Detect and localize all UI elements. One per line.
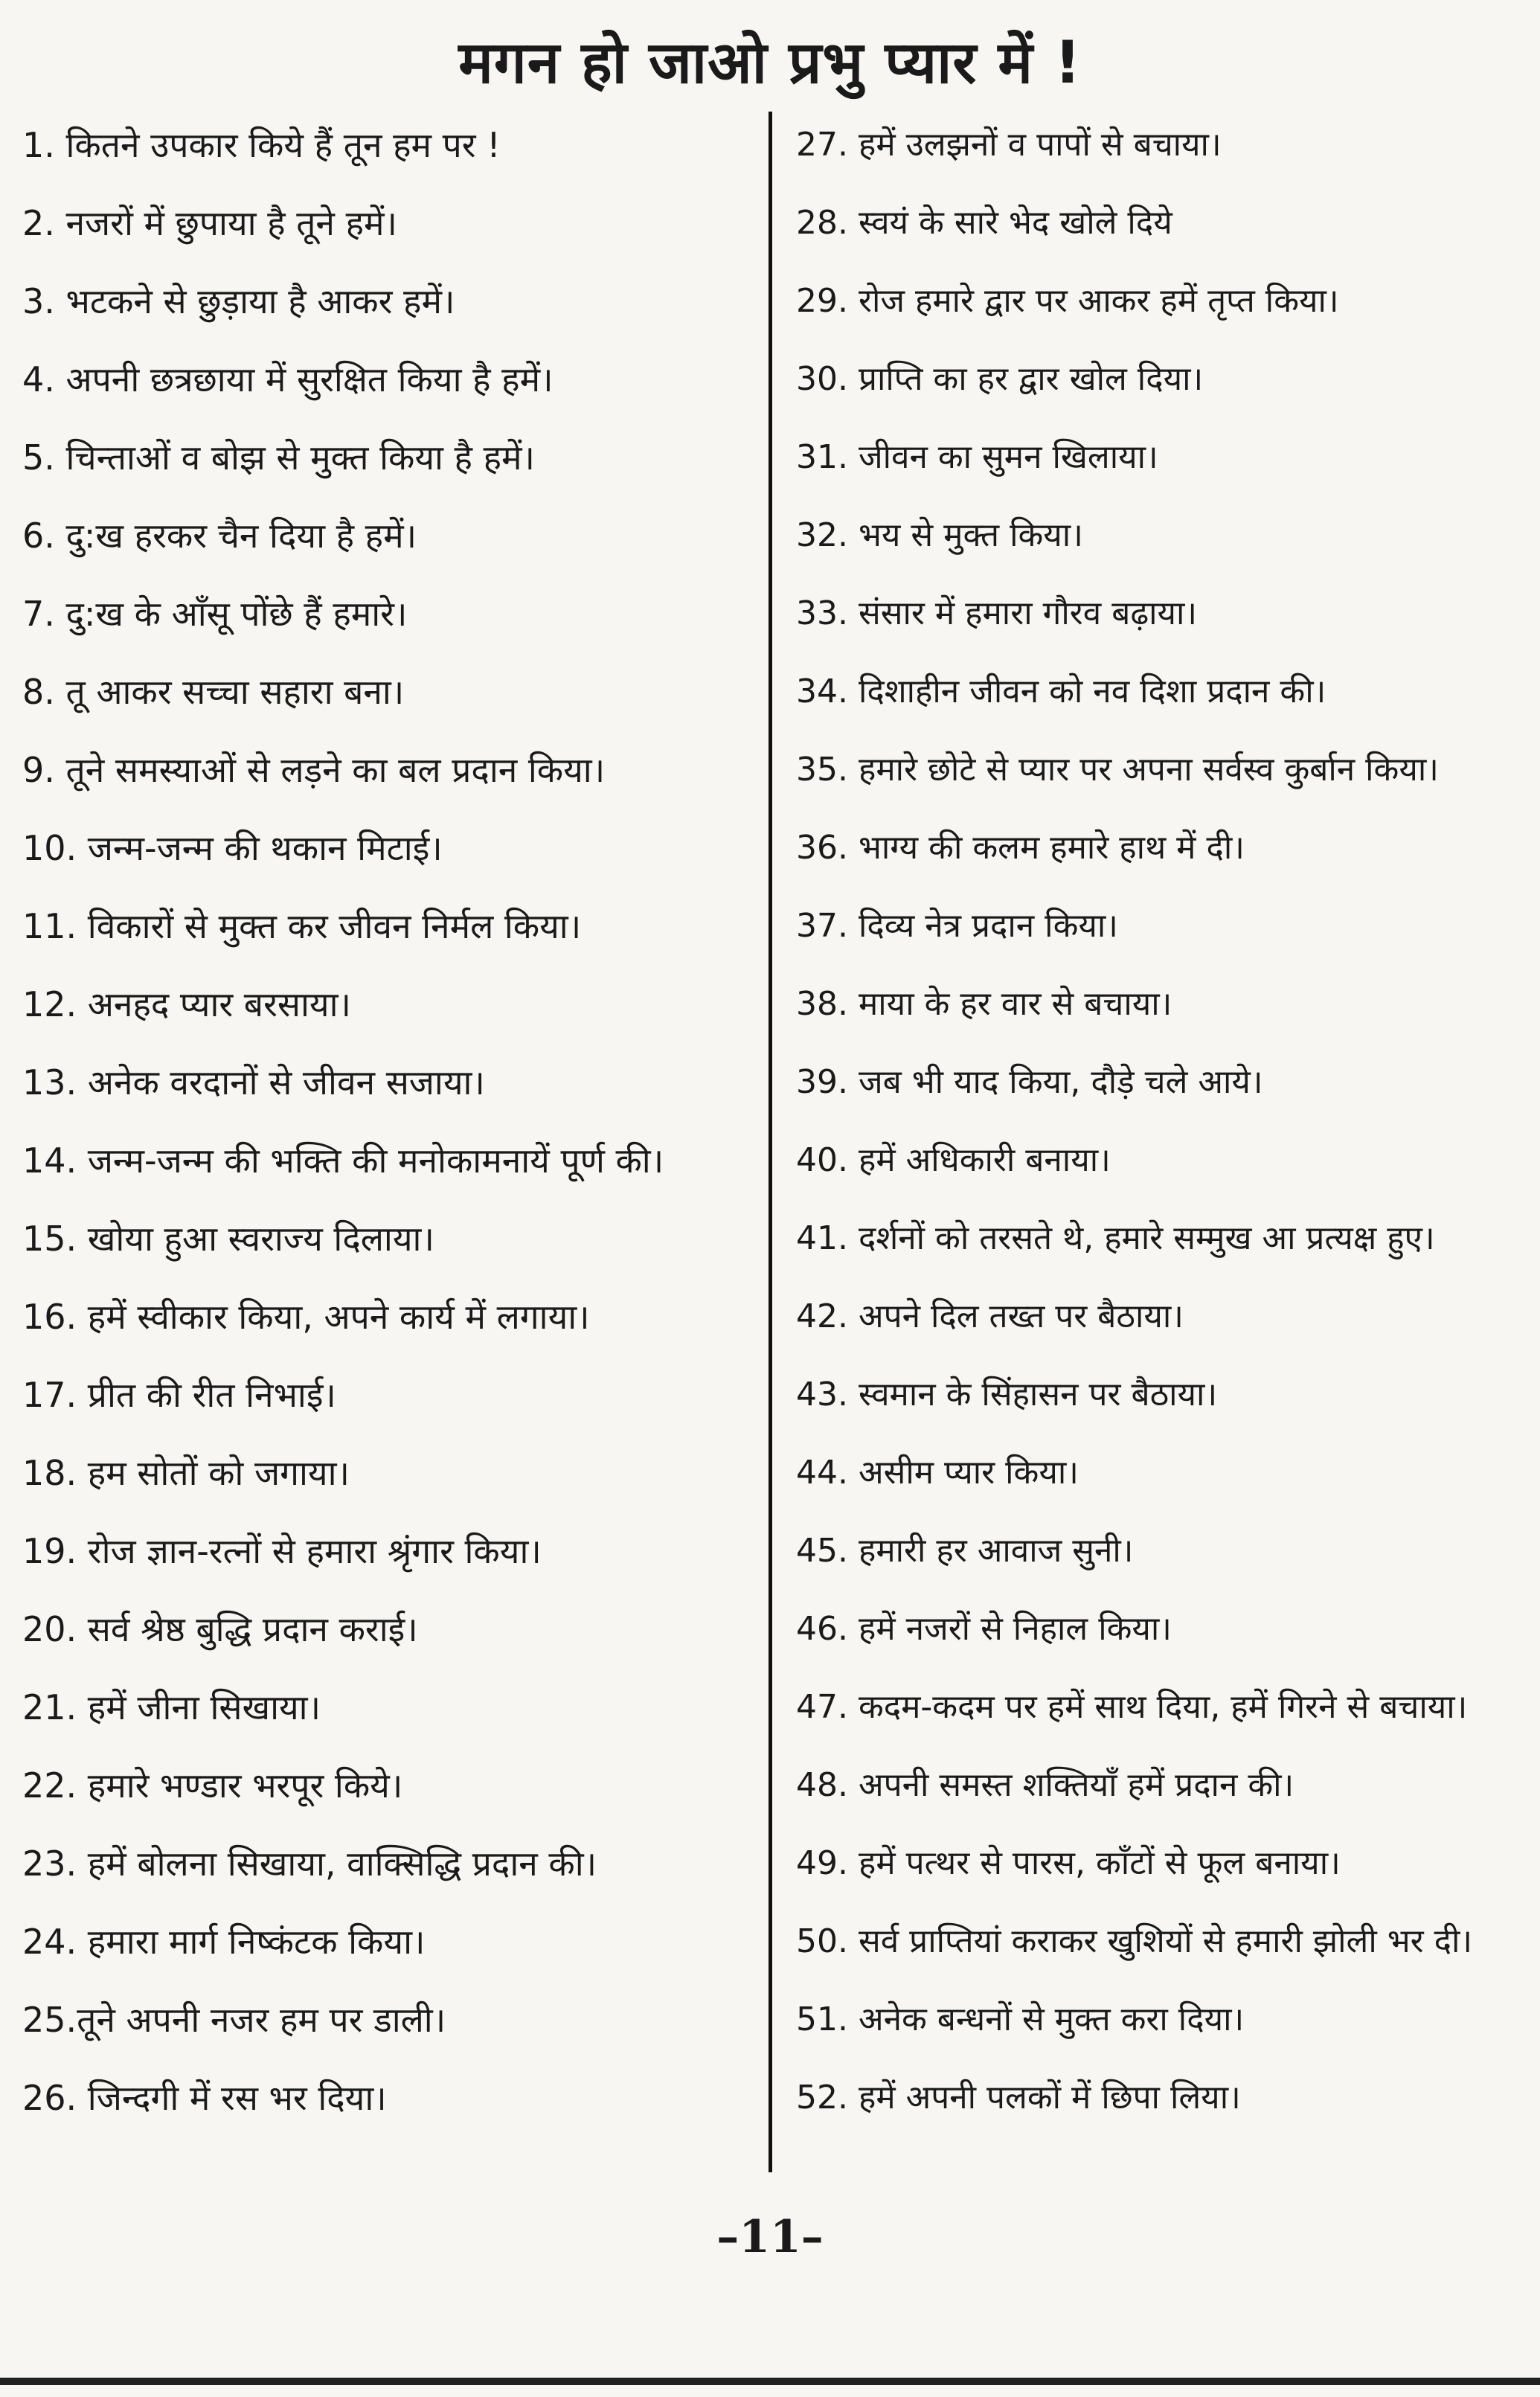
list-item: 29. रोज हमारे द्वार पर आकर हमें तृप्त किया।: [796, 282, 1339, 320]
list-item: 4. अपनी छत्रछाया में सुरक्षित किया है हमें।: [22, 359, 554, 400]
list-item: 13. अनेक वरदानों से जीवन सजाया।: [22, 1062, 485, 1103]
list-item: 20. सर्व श्रेष्ठ बुद्धि प्रदान कराई।: [22, 1609, 418, 1649]
list-item: 38. माया के हर वार से बचाया।: [796, 985, 1172, 1023]
list-item: 51. अनेक बन्धनों से मुक्त करा दिया।: [796, 2000, 1245, 2038]
list-item: 26. जिन्दगी में रस भर दिया।: [22, 2078, 387, 2118]
list-item: 50. सर्व प्राप्तियां कराकर खुशियों से हमारी झोली भर दी।: [796, 1922, 1473, 1960]
list-item: 16. हमें स्वीकार किया, अपने कार्य में लगाया।: [22, 1297, 590, 1337]
list-item: 10. जन्म-जन्म की थकान मिटाई।: [22, 828, 443, 868]
list-item: 19. रोज ज्ञान-रत्नों से हमारा श्रृंगार किया।: [22, 1531, 542, 1571]
list-item: 45. हमारी हर आवाज सुनी।: [796, 1532, 1134, 1570]
list-item: 37. दिव्य नेत्र प्रदान किया।: [796, 907, 1118, 945]
list-item: 6. दु:ख हरकर चैन दिया है हमें।: [22, 516, 417, 556]
list-item: 46. हमें नजरों से निहाल किया।: [796, 1610, 1172, 1648]
list-item: 22. हमारे भण्डार भरपूर किये।: [22, 1765, 403, 1806]
list-item: 30. प्राप्ति का हर द्वार खोल दिया।: [796, 360, 1204, 398]
list-item: 35. हमारे छोटे से प्यार पर अपना सर्वस्व कुर्बान किया।: [796, 751, 1439, 789]
list-item: 25.तूने अपनी नजर हम पर डाली।: [22, 2000, 446, 2040]
list-item: 5. चिन्ताओं व बोझ से मुक्त किया है हमें।: [22, 437, 535, 478]
list-item: 34. दिशाहीन जीवन को नव दिशा प्रदान की।: [796, 673, 1326, 710]
list-item: 23. हमें बोलना सिखाया, वाक्सिद्धि प्रदान की।: [22, 1844, 597, 1884]
list-item: 3. भटकने से छुड़ाया है आकर हमें।: [22, 281, 455, 321]
list-item: 36. भाग्य की कलम हमारे हाथ में दी।: [796, 829, 1245, 867]
list-item: 44. असीम प्यार किया।: [796, 1454, 1079, 1492]
list-item: 41. दर्शनों को तरसते थे, हमारे सम्मुख आ प्रत्यक्ष हुए।: [796, 1219, 1435, 1257]
list-item: 1. कितने उपकार किये हैं तून हम पर !: [22, 125, 501, 165]
list-item: 47. कदम-कदम पर हमें साथ दिया, हमें गिरने से बचाया।: [796, 1688, 1468, 1726]
page-number: –11–: [716, 2211, 824, 2263]
footer-rule: [0, 2378, 1540, 2385]
right-column: [796, 112, 1540, 2195]
list-item: 49. हमें पत्थर से पारस, काँटों से फूल बनाया।: [796, 1844, 1341, 1882]
list-item: 31. जीवन का सुमन खिलाया।: [796, 438, 1158, 476]
list-item: 32. भय से मुक्त किया।: [796, 516, 1083, 554]
list-item: 42. अपने दिल तख्त पर बैठाया।: [796, 1297, 1184, 1335]
list-item: 52. हमें अपनी पलकों में छिपा लिया।: [796, 2079, 1241, 2117]
column-divider: [769, 112, 772, 2172]
list-item: 39. जब भी याद किया, दौड़े चले आये।: [796, 1063, 1263, 1101]
list-item: 7. दु:ख के आँसू पोंछे हैं हमारे।: [22, 594, 408, 634]
list-item: 28. स्वयं के सारे भेद खोले दिये: [796, 204, 1172, 242]
list-item: 2. नजरों में छुपाया है तूने हमें।: [22, 203, 397, 243]
list-item: 12. अनहद प्यार बरसाया।: [22, 984, 351, 1024]
list-item: 9. तूने समस्याओं से लड़ने का बल प्रदान किया।: [22, 750, 606, 790]
page-title: मगन हो जाओ प्रभु प्यार में !: [458, 30, 1082, 97]
list-item: 15. खोया हुआ स्वराज्य दिलाया।: [22, 1219, 434, 1259]
list-item: 43. स्वमान के सिंहासन पर बैठाया।: [796, 1376, 1218, 1414]
list-item: 17. प्रीत की रीत निभाई।: [22, 1375, 336, 1415]
left-column: [22, 112, 759, 2195]
list-item: 33. संसार में हमारा गौरव बढ़ाया।: [796, 594, 1198, 632]
list-item: 27. हमें उलझनों व पापों से बचाया।: [796, 126, 1222, 164]
list-item: 8. तू आकर सच्चा सहारा बना।: [22, 672, 405, 712]
list-item: 40. हमें अधिकारी बनाया।: [796, 1141, 1111, 1179]
list-item: 18. हम सोतों को जगाया।: [22, 1453, 350, 1493]
list-item: 24. हमारा मार्ग निष्कंटक किया।: [22, 1922, 426, 1962]
list-item: 48. अपनी समस्त शक्तियाँ हमें प्रदान की।: [796, 1766, 1294, 1804]
list-item: 14. जन्म-जन्म की भक्ति की मनोकामनायें पूर्ण की।: [22, 1140, 664, 1181]
list-item: 11. विकारों से मुक्त कर जीवन निर्मल किया।: [22, 906, 582, 946]
list-item: 21. हमें जीना सिखाया।: [22, 1687, 321, 1727]
